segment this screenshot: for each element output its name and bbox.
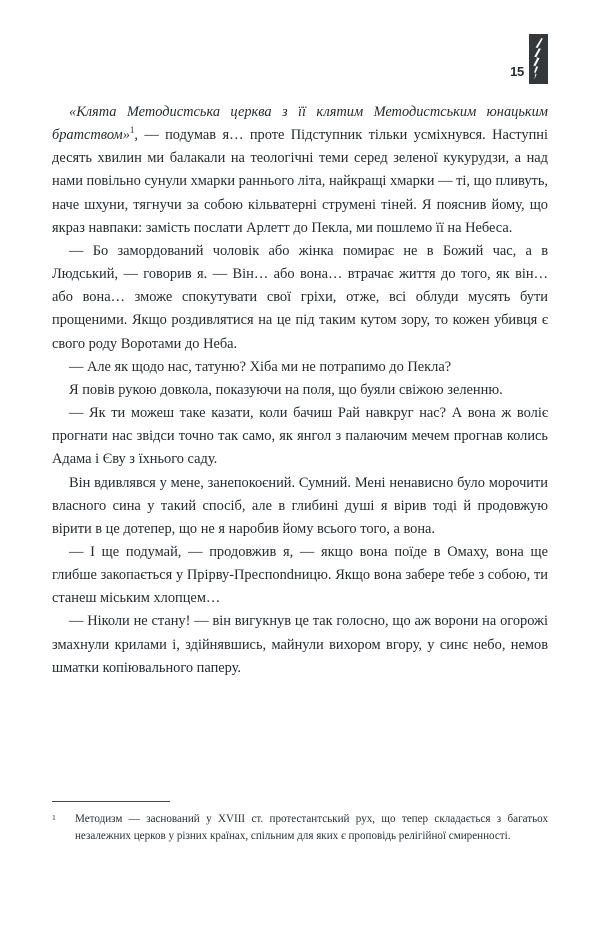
- paragraph-5: — Як ти можеш таке казати, коли бачиш Рай навкруг нас? А вона ж воліє прогнати нас звідси точно так само, як янгол з палаючим мечем прогнав колись Адама і Єву з їхнього саду.: [52, 405, 548, 468]
- footnote-marker: 1: [52, 813, 56, 822]
- lightning-bolt-ornament-icon: [529, 34, 548, 84]
- paragraph-7: — І ще подумай, — продовжив я, — якщо вона поїде в Омаху, вона ще глибше закопається у Прірву-Преспondницю. Якщо вона забере тебе з собою, ти станеш міським хлопцем…: [52, 543, 548, 607]
- paragraph-2: — Бо замордований чоловік або жінка помирає не в Божий час, а в Людський, — говорив я. — Він… або вона… втрачає життя до того, як він… або вона… зможе спокутувати свої гріхи, отже, всі облуди мусять бути прощеними. Якщо роздивлятися на це під таким кутом зору, то кожен убивця є свого роду Воротами до Неба.: [52, 242, 548, 352]
- footnote-reference-1[interactable]: 1: [129, 125, 135, 136]
- paragraph-3: — Але як щодо нас, татуню? Хіба ми не потрапимо до Пекла?: [69, 358, 452, 375]
- paragraph-1-rest: , — подумав я… проте Підступник тільки усміхнувся. Наступні десять хвилин ми балакали на теологічні теми серед зеленої кукурудзи, а над нами повільно сунули хмарки раннього літа, найкращі хмарки — ті, що пливуть, наче шхуни, тягнучи за собою кільватерні струмені тіней. Я пояснив йому, що якраз навпаки: замість послати Арлетт до Пекла, ми пошлемо її на Небеса.: [52, 127, 548, 236]
- body-text-column: [52, 101, 548, 680]
- footnote-text: Методизм — заснований у XVIII ст. протестантський рух, що тепер складається з багатьох незалежних церков у різних країнах, спільним для яких є проповідь релігійної смиренності.: [75, 813, 548, 843]
- paragraph-6: Він вдивлявся у мене, занепокоєний. Сумний. Мені ненависно було морочити власного сина у такий спосіб, але в глибині душі я вірив тоді й продовжую вірити в це дотепер, що не я наробив йому всього того, а вона.: [52, 474, 548, 537]
- running-head: [52, 33, 548, 85]
- paragraph-8: — Ніколи не стану! — він вигукнув це так голосно, що аж ворони на огорожі змахнули крилами і, здійнявшись, майнули вихором вгору, у синє небо, немов шматки копіювального паперу.: [52, 613, 548, 676]
- footnote-1: [52, 811, 548, 845]
- paragraph-1-italic-quote: «Клята Методистська церква з її клятим Методистським юнацьким братством»: [52, 104, 548, 144]
- footnote-area: [52, 801, 548, 845]
- page-number: 15: [510, 63, 524, 79]
- footnote-separator-rule: [52, 801, 170, 802]
- paragraph-4: Я повів рукою довкола, показуючи на поля, що буяли свіжою зеленню.: [69, 381, 503, 398]
- paragraph-1: [52, 101, 548, 240]
- folio-group: [510, 33, 548, 85]
